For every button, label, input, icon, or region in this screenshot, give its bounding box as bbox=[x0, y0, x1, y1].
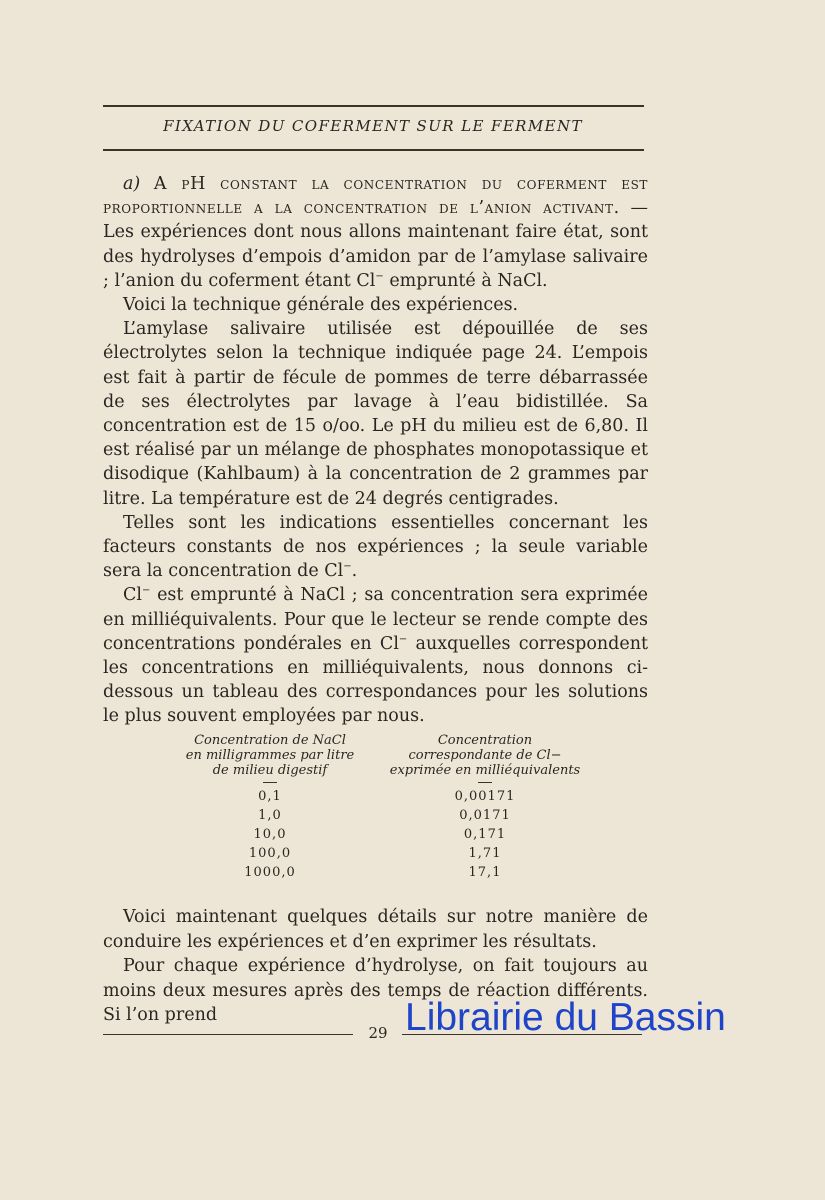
section-a-end: emprunté à NaCl. bbox=[383, 270, 548, 291]
paragraph-4-end: . bbox=[351, 561, 358, 582]
paragraph-2: Voici la technique générale des expériences. bbox=[123, 295, 519, 316]
section-a-text: — Les expériences dont nous allons maintenant faire état, sont des hydrolyses d’empois d’amidon par de l’amylase salivaire ; l’anion du coferment étant Cl bbox=[103, 198, 648, 291]
minus-superscript: − bbox=[343, 561, 352, 573]
paragraph-6: Voici maintenant quelques détails sur notre manière de conduire les expériences et d’en exprimer les résultats. bbox=[103, 907, 648, 952]
paragraph-5-end: auxquelles correspondent les concentrations en milliéquivalents, nous donnons ci-dessous un tableau des correspondances pour les solutions le plus souvent employées par nous. bbox=[103, 633, 648, 727]
header-rule-bottom bbox=[103, 149, 644, 151]
paragraph-4-text: Telles sont les indications essentielles concernant les facteurs constants de nos expériences ; la seule variable sera la concentration de Cl bbox=[103, 512, 648, 582]
column-header-line: Concentration de NaCl bbox=[194, 733, 346, 748]
table-cell: 0,1 bbox=[258, 789, 282, 804]
table-column-cl bbox=[370, 733, 600, 882]
table-cell: 100,0 bbox=[248, 846, 292, 861]
table-cell: 10,0 bbox=[253, 827, 287, 842]
paragraph-5 bbox=[103, 583, 648, 728]
header-dash bbox=[263, 782, 277, 783]
paragraph-7: Pour chaque expérience d’hydrolyse, on fait toujours au moins deux mesures après des temps de réaction différents. Si l’on prend bbox=[103, 956, 648, 1025]
minus-superscript: − bbox=[398, 634, 408, 646]
column-header-line: correspondante de Cl− bbox=[408, 748, 562, 763]
running-title: FIXATION DU COFERMENT SUR LE FERMENT bbox=[163, 117, 583, 135]
paragraph-section-a bbox=[103, 172, 648, 293]
table-cell: 17,1 bbox=[468, 865, 502, 880]
header-rule-top bbox=[103, 105, 644, 107]
column-header-line: de milieu digestif bbox=[212, 763, 328, 778]
section-heading: A pH constant la concentration du coferment est proportionnelle a la concentration de l’anion activant. bbox=[103, 174, 648, 219]
column-header-line: Concentration bbox=[437, 733, 533, 748]
header-dash bbox=[478, 782, 492, 783]
table-cell: 1,0 bbox=[258, 808, 282, 823]
paragraph-5-start: Cl bbox=[123, 585, 142, 606]
table-cell: 1000,0 bbox=[244, 865, 296, 880]
paragraph-3: L’amylase salivaire utilisée est dépouillée de ses électrolytes selon la technique indiquée page 24. L’empois est fait à partir de fécule de pommes de terre débarrassée de ses électrolytes par lavage à l’eau bidistillée. Sa concentration est de 15 o/oo. Le pH du milieu est de 6,80. Il est réalisé par un mélange de phosphates monopotassique et disodique (Kahlbaum) à la concentration de 2 grammes par litre. La température est de 24 degrés centigrades. bbox=[103, 319, 648, 509]
table-column-nacl bbox=[170, 733, 370, 882]
table-cell: 0,171 bbox=[463, 827, 507, 842]
column-header-line: exprimée en milliéquivalents bbox=[389, 763, 581, 778]
table-cell: 0,00171 bbox=[454, 789, 516, 804]
page-number: 29 bbox=[368, 1024, 388, 1042]
paragraph-5-mid: est emprunté à NaCl ; sa concentration sera exprimée en milliéquivalents. Pour que le lecteur se rende compte des concentrations pondérales en Cl bbox=[103, 585, 648, 654]
section-label: a) bbox=[123, 174, 141, 194]
watermark-text: Librairie du Bassin bbox=[405, 996, 726, 1039]
paragraph-4 bbox=[103, 511, 648, 584]
body-text-upper bbox=[103, 172, 648, 729]
table-cell: 1,71 bbox=[468, 846, 502, 861]
column-header-line: en milligrammes par litre bbox=[185, 748, 355, 763]
footer-rule-left bbox=[103, 1034, 353, 1035]
minus-superscript: − bbox=[375, 270, 384, 282]
minus-superscript: − bbox=[142, 585, 151, 597]
table-cell: 0,0171 bbox=[459, 808, 511, 823]
